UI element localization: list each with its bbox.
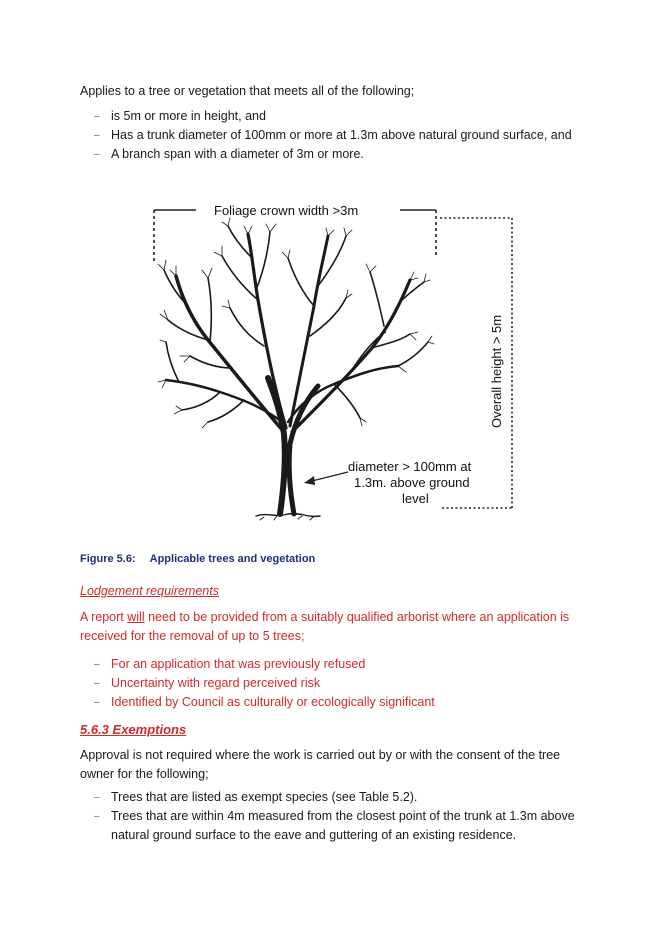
figure-caption — [80, 553, 315, 565]
bullet-dash: – — [94, 792, 100, 803]
bullet-dash: – — [94, 697, 100, 708]
diameter-arrow — [304, 472, 348, 485]
list-item: – Trees that are listed as exempt species (see Table 5.2). — [80, 788, 580, 807]
list-item: – A branch span with a diameter of 3m or more. — [80, 145, 580, 164]
bullet-dash: – — [94, 111, 100, 122]
bullet-dash: – — [94, 811, 100, 822]
bullet-dash: – — [94, 149, 100, 160]
bullet-dash: – — [94, 130, 100, 141]
figure-caption-text: Applicable trees and vegetation — [149, 553, 316, 565]
criteria-list — [80, 107, 580, 164]
list-item: – Has a trunk diameter of 100mm or more at 1.3m above natural ground surface, and — [80, 126, 580, 145]
bullet-dash: – — [94, 659, 100, 670]
figure-number: Figure 5.6: — [80, 553, 136, 565]
list-item: – Uncertainty with regard perceived risk — [80, 674, 580, 693]
list-item: – Trees that are within 4m measured from the closest point of the trunk at 1.3m above natural ground surface to the eave and guttering of an existing residence. — [94, 809, 575, 842]
height-label: Overall height > 5m — [489, 314, 504, 428]
list-item: – For an application that was previously refused — [80, 655, 580, 674]
section-heading: 5.6.3 Exemptions — [80, 722, 187, 737]
intro-paragraph: Applies to a tree or vegetation that meets all of the following; — [80, 84, 415, 98]
list-item: – is 5m or more in height, and — [80, 107, 580, 126]
lodgement-list — [80, 655, 580, 712]
list-item: – Identified by Council as culturally or ecologically significant — [80, 693, 580, 712]
crown-width-label: Foliage crown width >3m — [214, 203, 359, 218]
lodgement-heading: Lodgement requirements — [80, 584, 219, 598]
diameter-label: diameter > 100mm at 1.3m. above ground level — [348, 459, 472, 506]
exemptions-list — [80, 788, 580, 845]
lodgement-paragraph: A report will need to be provided from a suitably qualified arborist where an application is received for the removal of up to 5 trees; — [80, 610, 570, 643]
tree-figure — [148, 196, 520, 532]
bullet-dash: – — [94, 678, 100, 689]
exemptions-paragraph: Approval is not required where the work is carried out by or with the consent of the tree owner for the following; — [80, 748, 561, 781]
